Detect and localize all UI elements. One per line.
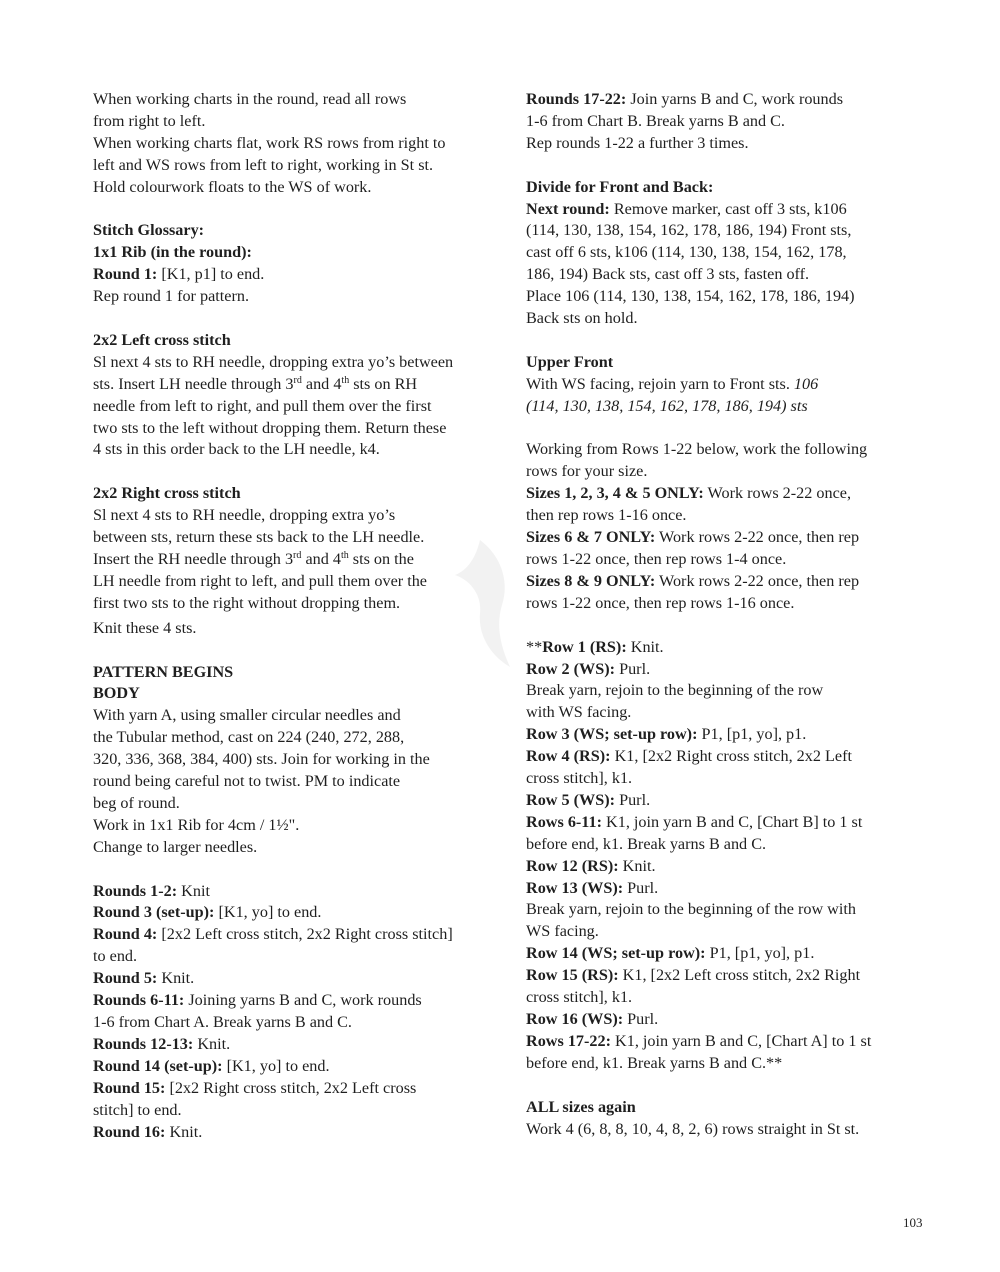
row-line-text: K1, [2x2 Right cross stitch, 2x2 Left bbox=[610, 747, 852, 766]
round-line-text: [K1, yo] to end. bbox=[214, 903, 322, 922]
upper-front-text: With WS facing, rejoin yarn to Front sts. bbox=[526, 374, 794, 393]
round-line bbox=[93, 1100, 498, 1122]
round-line-text: Knit. bbox=[193, 1034, 231, 1053]
rounds-17-22-line bbox=[526, 89, 926, 111]
row-line bbox=[526, 790, 926, 812]
next-round-label: Next round: bbox=[526, 199, 610, 218]
row-line bbox=[526, 812, 926, 834]
divide-section bbox=[526, 177, 926, 330]
row-line-text: Break yarn, rejoin to the beginning of the row with bbox=[526, 900, 856, 919]
round-line bbox=[93, 990, 498, 1012]
row-line-label: Row 12 (RS): bbox=[526, 856, 619, 875]
size-line bbox=[526, 549, 926, 571]
round-line bbox=[93, 881, 498, 903]
round-line-label: Rounds 12-13: bbox=[93, 1034, 194, 1053]
rib-round1-text: [K1, p1] to end. bbox=[157, 265, 265, 284]
round-line bbox=[93, 1034, 498, 1056]
intro-section bbox=[93, 89, 498, 199]
row-line-text: K1, [2x2 Left cross stitch, 2x2 Right bbox=[618, 966, 861, 985]
round-line bbox=[93, 1078, 498, 1100]
divide-line: cast off 6 sts, k106 (114, 130, 138, 154, 162, 178, bbox=[526, 243, 847, 262]
body-line: Change to larger needles. bbox=[93, 837, 258, 856]
left-column bbox=[93, 89, 498, 1143]
row-line-prefix: ** bbox=[526, 637, 543, 656]
lcs-sup: rd bbox=[293, 374, 302, 386]
row-line bbox=[526, 724, 926, 746]
upper-front-title: Upper Front bbox=[526, 352, 614, 371]
body-line: the Tubular method, cast on 224 (240, 272, 288, bbox=[93, 728, 405, 747]
row-line-text: Purl. bbox=[623, 878, 659, 897]
row-line-text: P1, [p1, yo], p1. bbox=[697, 725, 807, 744]
glossary-title: Stitch Glossary: bbox=[93, 221, 205, 240]
round-line bbox=[93, 1122, 498, 1144]
row-line bbox=[526, 768, 926, 790]
row-line-label: Row 15 (RS): bbox=[526, 966, 619, 985]
lcs-line bbox=[93, 374, 498, 396]
row-line-text: Break yarn, rejoin to the beginning of the row bbox=[526, 681, 824, 700]
rcs-text: Insert the RH needle through 3 bbox=[93, 549, 294, 568]
lcs-line: 4 sts in this order back to the LH needle, k4. bbox=[93, 440, 380, 459]
body-heading: BODY bbox=[93, 684, 140, 703]
round-line-text: 1-6 from Chart A. Break yarns B and C. bbox=[93, 1012, 352, 1031]
rounds-17-22-line: 1-6 from Chart B. Break yarns B and C. bbox=[526, 111, 785, 130]
right-cross-stitch-section bbox=[93, 483, 498, 639]
row-line-label: Row 14 (WS; set-up row): bbox=[526, 944, 706, 963]
rcs-line: LH needle from right to left, and pull them over the bbox=[93, 571, 427, 590]
round-line-text: Knit bbox=[177, 881, 210, 900]
round-line-text: [2x2 Right cross stitch, 2x2 Left cross bbox=[165, 1078, 417, 1097]
lcs-title: 2x2 Left cross stitch bbox=[93, 330, 231, 349]
pattern-begins-section bbox=[93, 662, 498, 859]
rcs-line: Sl next 4 sts to RH needle, dropping extra yo’s bbox=[93, 506, 396, 525]
size-line bbox=[526, 505, 926, 527]
upper-front-line bbox=[526, 374, 926, 396]
row-line bbox=[526, 965, 926, 987]
all-sizes-title: ALL sizes again bbox=[526, 1097, 636, 1116]
row-line-text: K1, join yarn B and C, [Chart A] to 1 st bbox=[610, 1031, 872, 1050]
divide-line: Back sts on hold. bbox=[526, 309, 638, 328]
lcs-sup: th bbox=[341, 374, 350, 386]
next-round-text: Remove marker, cast off 3 sts, k106 bbox=[609, 199, 847, 218]
row-line-text: K1, join yarn B and C, [Chart B] to 1 st bbox=[602, 812, 863, 831]
round-line-label: Round 3 (set-up): bbox=[93, 903, 215, 922]
lcs-line: two sts to the left without dropping them. Return these bbox=[93, 418, 447, 437]
round-line bbox=[93, 1056, 498, 1078]
rcs-title: 2x2 Right cross stitch bbox=[93, 484, 241, 503]
row-line-text: Purl. bbox=[623, 1010, 659, 1028]
row-line-label: Row 1 (RS): bbox=[542, 637, 627, 656]
divide-line bbox=[526, 199, 926, 221]
row-line-text: Knit. bbox=[618, 856, 656, 875]
rounds-17-22-label: Rounds 17-22: bbox=[526, 90, 627, 108]
row-line bbox=[526, 746, 926, 768]
rib-round1 bbox=[93, 264, 498, 286]
rcs-sup: rd bbox=[293, 549, 302, 561]
round-line-text: Joining yarns B and C, work rounds bbox=[184, 991, 422, 1010]
row-line bbox=[526, 943, 926, 965]
round-line-label: Rounds 1-2: bbox=[93, 881, 178, 900]
working-line: rows for your size. bbox=[526, 462, 648, 481]
row-line-text: Purl. bbox=[615, 790, 651, 809]
intro-line: from right to left. bbox=[93, 111, 206, 130]
row-line-label: Row 16 (WS): bbox=[526, 1010, 624, 1028]
size-line-text: Work rows 2-22 once, then rep bbox=[655, 571, 860, 590]
row-line-text: Purl. bbox=[615, 659, 651, 678]
lcs-text: sts on RH bbox=[349, 374, 418, 393]
row-line-text: cross stitch], k1. bbox=[526, 988, 633, 1007]
row-line-text: before end, k1. Break yarns B and C.** bbox=[526, 1053, 783, 1072]
intro-line: left and WS rows from left to right, working in St st. bbox=[93, 155, 434, 174]
round-line bbox=[93, 1012, 498, 1034]
lcs-text: and 4 bbox=[301, 374, 342, 393]
upper-front-section bbox=[526, 352, 926, 418]
size-line-label: Sizes 6 & 7 ONLY: bbox=[526, 528, 656, 547]
intro-line: When working charts in the round, read all rows bbox=[93, 90, 407, 108]
row-line bbox=[526, 702, 926, 724]
round-line-text: stitch] to end. bbox=[93, 1100, 182, 1119]
size-line bbox=[526, 593, 926, 615]
size-line-label: Sizes 1, 2, 3, 4 & 5 ONLY: bbox=[526, 484, 704, 503]
row-line bbox=[526, 899, 926, 921]
row-line bbox=[526, 1053, 926, 1075]
divide-line: Place 106 (114, 130, 138, 154, 162, 178, 186, 194) bbox=[526, 287, 855, 306]
upper-front-line: (114, 130, 138, 154, 162, 178, 186, 194) sts bbox=[526, 396, 808, 415]
round-line-label: Round 15: bbox=[93, 1078, 166, 1097]
upper-front-stitch-count: 106 bbox=[793, 374, 819, 393]
row-line-label: Row 5 (WS): bbox=[526, 790, 616, 809]
size-line-text: rows 1-22 once, then rep rows 1-4 once. bbox=[526, 549, 787, 568]
size-line-label: Sizes 8 & 9 ONLY: bbox=[526, 571, 656, 590]
rib-round1-label: Round 1: bbox=[93, 265, 158, 284]
right-column bbox=[526, 89, 926, 1140]
body-line: round being careful not to twist. PM to indicate bbox=[93, 772, 401, 791]
row-line-label: Row 4 (RS): bbox=[526, 747, 611, 766]
body-line: With yarn A, using smaller circular needles and bbox=[93, 706, 401, 725]
round-line bbox=[93, 946, 498, 968]
row-line-label: Row 2 (WS): bbox=[526, 659, 616, 678]
row-line-text: before end, k1. Break yarns B and C. bbox=[526, 834, 767, 853]
round-line-text: [K1, yo] to end. bbox=[222, 1056, 330, 1075]
pattern-begins-heading: PATTERN BEGINS bbox=[93, 662, 234, 681]
row-line bbox=[526, 878, 926, 900]
size-line bbox=[526, 571, 926, 593]
glossary-section bbox=[93, 220, 498, 308]
row-line bbox=[526, 834, 926, 856]
sizes-list bbox=[526, 483, 926, 614]
row-line bbox=[526, 1031, 926, 1053]
rcs-sup: th bbox=[340, 549, 349, 561]
round-line bbox=[93, 968, 498, 990]
lcs-line: Sl next 4 sts to RH needle, dropping extra yo’s between bbox=[93, 352, 454, 371]
rcs-line: first two sts to the right without dropping them. bbox=[93, 593, 401, 612]
size-line bbox=[526, 527, 926, 549]
page-number: 103 bbox=[903, 1215, 923, 1230]
row-line bbox=[526, 987, 926, 1009]
rounds-17-22-text: Join yarns B and C, work rounds bbox=[626, 90, 844, 108]
row-line-label: Rows 17-22: bbox=[526, 1031, 611, 1050]
rcs-line: Knit these 4 sts. bbox=[93, 618, 197, 637]
size-line-text: Work rows 2-22 once, then rep bbox=[655, 528, 860, 547]
rounds-17-22-section bbox=[526, 89, 926, 155]
row-line-text: WS facing. bbox=[526, 922, 599, 941]
rows-section bbox=[526, 637, 926, 1075]
size-line-text: Work rows 2-22 once, bbox=[703, 484, 851, 503]
round-line-label: Rounds 6-11: bbox=[93, 991, 185, 1010]
round-line bbox=[93, 902, 498, 924]
row-line-text: with WS facing. bbox=[526, 703, 632, 722]
round-line-text: to end. bbox=[93, 947, 138, 966]
rcs-text: sts on the bbox=[348, 549, 414, 568]
row-line bbox=[526, 637, 926, 659]
lcs-line: needle from left to right, and pull them over the first bbox=[93, 396, 432, 415]
all-sizes-section bbox=[526, 1097, 926, 1141]
round-line-label: Round 4: bbox=[93, 925, 158, 944]
round-line-label: Round 5: bbox=[93, 969, 158, 988]
row-line bbox=[526, 680, 926, 702]
body-line: Work in 1x1 Rib for 4cm / 1½". bbox=[93, 815, 300, 834]
intro-line: Hold colourwork floats to the WS of work. bbox=[93, 177, 372, 196]
body-line: 320, 336, 368, 384, 400) sts. Join for working in the bbox=[93, 750, 430, 769]
row-line-label: Row 3 (WS; set-up row): bbox=[526, 725, 698, 744]
round-line bbox=[93, 924, 498, 946]
round-line-text: [2x2 Left cross stitch, 2x2 Right cross stitch] bbox=[157, 925, 453, 944]
row-line-text: P1, [p1, yo], p1. bbox=[705, 944, 815, 963]
lcs-text: sts. Insert LH needle through 3 bbox=[93, 374, 294, 393]
row-line-label: Rows 6-11: bbox=[526, 812, 602, 831]
round-line-label: Round 16: bbox=[93, 1122, 166, 1141]
row-line bbox=[526, 1009, 926, 1031]
row-line bbox=[526, 659, 926, 681]
size-line bbox=[526, 483, 926, 505]
rcs-text: and 4 bbox=[301, 549, 341, 568]
row-line bbox=[526, 856, 926, 878]
left-cross-stitch-section bbox=[93, 330, 498, 461]
round-line-label: Round 14 (set-up): bbox=[93, 1056, 223, 1075]
intro-line: When working charts flat, work RS rows from right to bbox=[93, 133, 446, 152]
rcs-line: between sts, return these sts back to the LH needle. bbox=[93, 528, 425, 547]
working-line: Working from Rows 1-22 below, work the following bbox=[526, 440, 868, 459]
divide-line: 186, 194) Back sts, cast off 3 sts, fasten off. bbox=[526, 265, 810, 284]
row-line-text: cross stitch], k1. bbox=[526, 769, 633, 788]
divide-line: (114, 130, 138, 154, 162, 178, 186, 194) Front sts, bbox=[526, 221, 852, 240]
row-line-label: Row 13 (WS): bbox=[526, 878, 624, 897]
size-line-text: then rep rows 1-16 once. bbox=[526, 506, 687, 525]
body-line: beg of round. bbox=[93, 793, 180, 812]
working-section bbox=[526, 439, 926, 614]
row-line bbox=[526, 921, 926, 943]
rib-title: 1x1 Rib (in the round): bbox=[93, 243, 252, 262]
round-line-text: Knit. bbox=[165, 1122, 203, 1141]
row-line-text: Knit. bbox=[626, 637, 664, 656]
all-sizes-text: Work 4 (6, 8, 8, 10, 4, 8, 2, 6) rows straight in St st. bbox=[526, 1119, 860, 1138]
rcs-line bbox=[93, 549, 498, 571]
rounds-17-22-line: Rep rounds 1-22 a further 3 times. bbox=[526, 133, 749, 152]
divide-title: Divide for Front and Back: bbox=[526, 177, 714, 196]
round-line-text: Knit. bbox=[157, 969, 195, 988]
rib-rep: Rep round 1 for pattern. bbox=[93, 287, 249, 306]
size-line-text: rows 1-22 once, then rep rows 1-16 once. bbox=[526, 593, 795, 612]
rounds-section bbox=[93, 881, 498, 1144]
